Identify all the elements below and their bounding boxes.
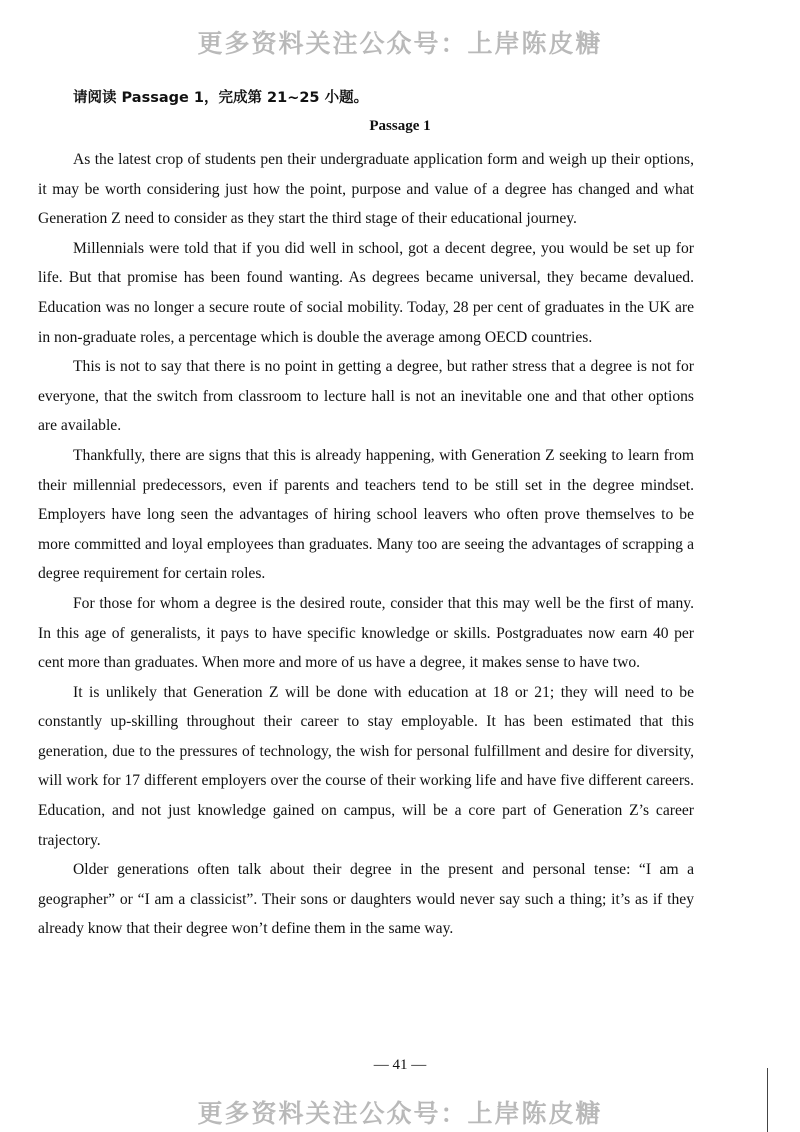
instruction-line: 请阅读 Passage 1，完成第 21~25 小题。 — [73, 90, 369, 106]
paragraph-3: This is not to say that there is no point in getting a degree, but rather stress that a degree is not for everyone, that the switch from classroom to lecture hall is not an inevitable one and that other options are available. — [38, 358, 694, 435]
paragraph-5: For those for whom a degree is the desired route, consider that this may well be the first of many. In this age of generalists, it pays to have specific knowledge or skills. Postgraduates now earn 40 per cent more than graduates. When more and more of us have a degree, it makes sense to have two. — [38, 594, 694, 672]
paragraph-6: It is unlikely that Generation Z will be done with education at 18 or 21; they will need to be constantly up-skilling throughout their career to stay employable. It has been estimated that this generation, due to the pressures of technology, the wish for personal fulfillment and desire for diversity, will work for 17 different employers over the course of their working life and have five different careers. Education, and not just knowledge gained on campus, will be a core part of Generation Z’s career trajectory. — [38, 683, 694, 849]
paragraph-1: As the latest crop of students pen their undergraduate application form and weigh up their options, it may be worth considering just how the point, purpose and value of a degree has changed and what Generation Z need to consider as they start the third stage of their educational journey. — [38, 151, 694, 228]
paragraph-2: Millennials were told that if you did well in school, got a decent degree, you would be set up for life. But that promise has been found wanting. As degrees became universal, they became devalued. Education was no longer a secure route of social mobility. Today, 28 per cent of graduates in the UK are in non-graduate roles, a percentage which is double the average among OECD countries. — [38, 239, 694, 346]
paragraph-7: Older generations often talk about their degree in the present and personal tense: “I am a geographer” or “I am a classicist”. Their sons or daughters would never say such a thing; it’s as if they already know that their degree won’t define them in the same way. — [38, 861, 694, 938]
paragraph-4: Thankfully, there are signs that this is already happening, with Generation Z seeking to learn from their millennial predecessors, even if parents and teachers tend to be still set in the degree mindset. Employers have long seen the advantages of hiring school leavers who often prove themselves to be more committed and loyal employees than graduates. Many too are seeing the advantages of scrapping a degree requirement for certain roles. — [38, 446, 694, 583]
watermark-top: 更多资料关注公众号：上岸陈皮糖 — [197, 29, 603, 58]
watermark-bottom: 更多资料关注公众号：上岸陈皮糖 — [197, 1099, 603, 1128]
passage-title: Passage 1 — [369, 118, 431, 134]
page-number: — 41 — — [373, 1057, 427, 1073]
passage-body — [38, 145, 694, 944]
